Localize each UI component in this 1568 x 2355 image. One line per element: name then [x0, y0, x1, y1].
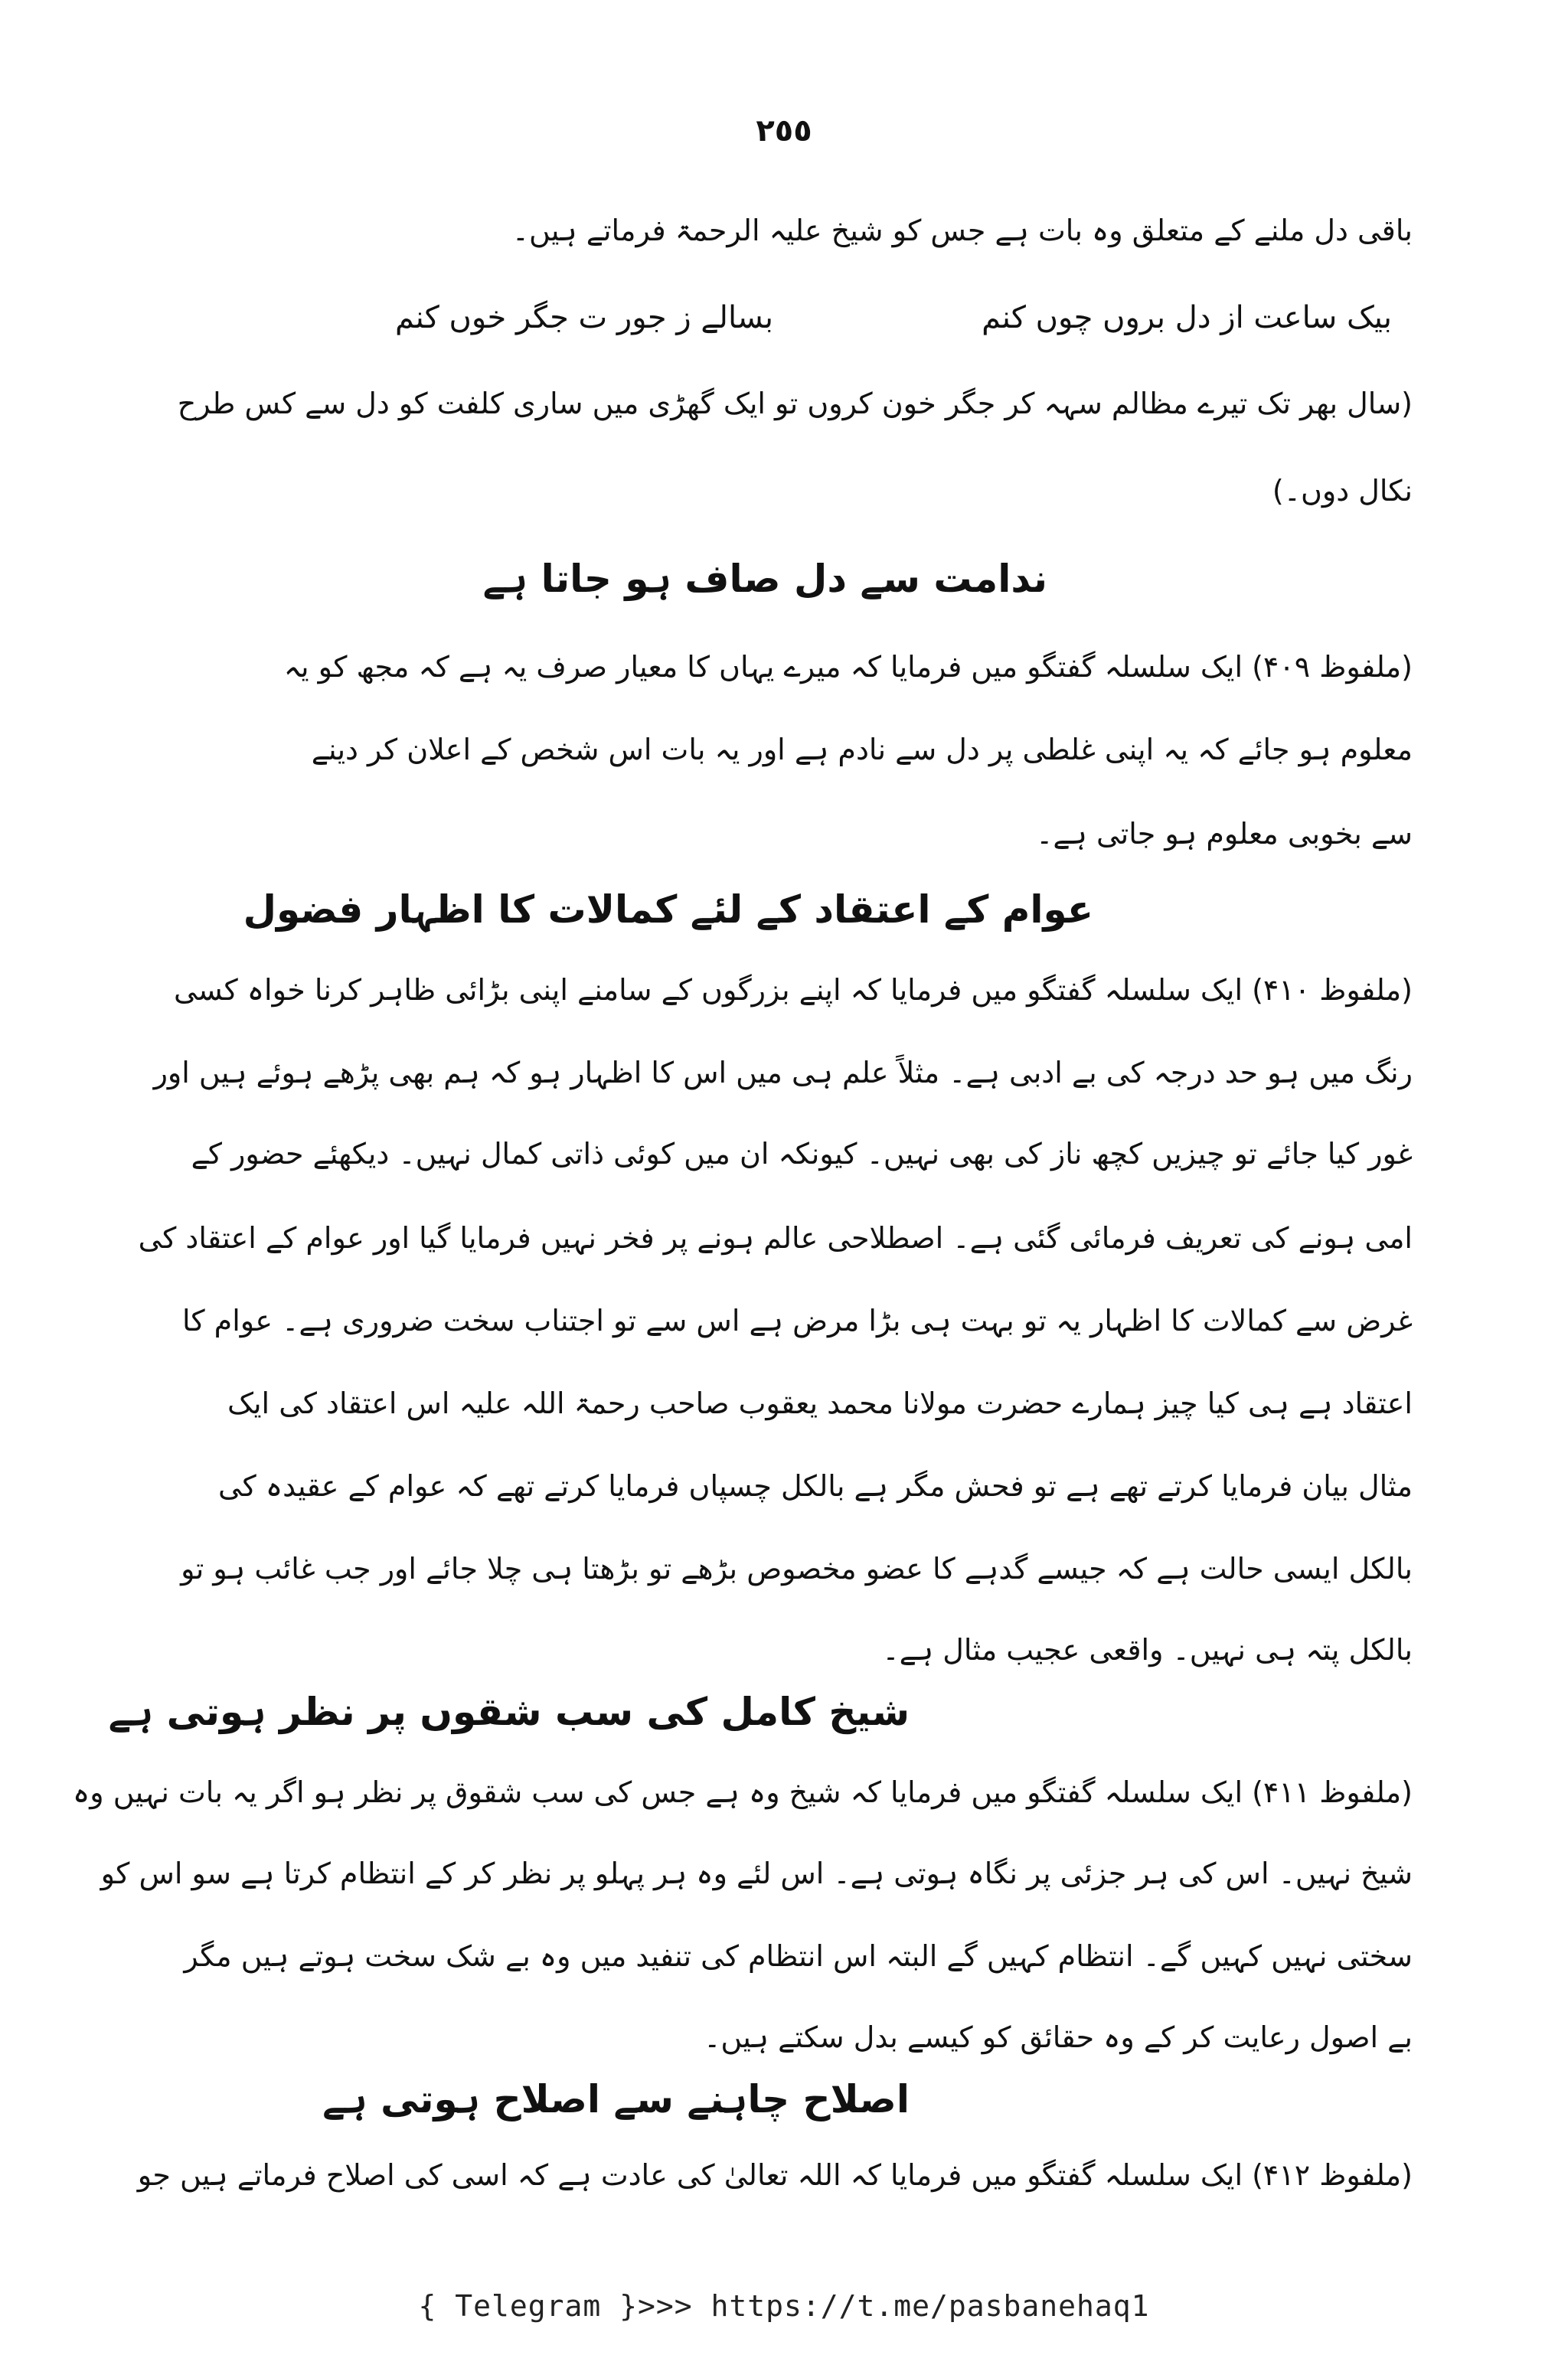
paragraph-line: بالکل ایسی حالت ہے کہ جیسے گدہے کا عضو مخصوص بڑھے تو بڑھتا ہی چلا جائے اور جب غائب ہو تو — [181, 1552, 1413, 1586]
paragraph-line: سے بخوبی معلوم ہو جاتی ہے۔ — [1036, 817, 1413, 851]
paragraph-line: (ملفوظ ۴۱۱) ایک سلسلہ گفتگو میں فرمایا کہ شیخ وہ ہے جس کی سب شقوق پر نظر ہو اگر یہ بات نہیں وہ — [73, 1775, 1413, 1809]
paragraph-line: رنگ میں ہو حد درجہ کی بے ادبی ہے۔ مثلاً علم ہی میں اس کا اظہار ہو کہ ہم بھی پڑھے ہوئے ہیں اور — [153, 1056, 1413, 1089]
paragraph-line: غرض سے کمالات کا اظہار یہ تو بہت ہی بڑا مرض ہے اس سے تو اجتناب سخت ضروری ہے۔ عوام کا — [181, 1304, 1413, 1338]
telegram-footer-link[interactable]: { Telegram }>>> https://t.me/pasbanehaq1 — [418, 2289, 1150, 2323]
paragraph-line: (ملفوظ ۴۰۹) ایک سلسلہ گفتگو میں فرمایا کہ میرے یہاں کا معیار صرف یہ ہے کہ مجھ کو یہ — [283, 650, 1413, 684]
paragraph-line: امی ہونے کی تعریف فرمائی گئی ہے۔ اصطلاحی عالم ہونے پر فخر نہیں فرمایا گیا اور عوام کے اعتقاد کی — [138, 1221, 1413, 1255]
translation-line: (سال بھر تک تیرے مظالم سہہ کر جگر خون کروں تو ایک گھڑی میں ساری کلفت کو دل سے کس طرح — [177, 387, 1413, 420]
poetry-verse-right: بیک ساعت از دل بروں چوں کنم — [982, 300, 1392, 335]
paragraph-line: بالکل پتہ ہی نہیں۔ واقعی عجیب مثال ہے۔ — [882, 1633, 1413, 1667]
translation-line: نکال دوں۔) — [1272, 474, 1413, 508]
poetry-verse-left: بسالے ز جور ت جگر خوں کنم — [395, 300, 773, 335]
paragraph-line: بے اصول رعایت کر کے وہ حقائق کو کیسے بدل سکتے ہیں۔ — [704, 2020, 1413, 2054]
section-heading: ندامت سے دل صاف ہو جاتا ہے — [482, 557, 1047, 601]
paragraph-line: اعتقاد ہے ہی کیا چیز ہمارے حضرت مولانا محمد یعقوب صاحب رحمۃ اللہ علیہ اس اعتقاد کی ایک — [227, 1387, 1413, 1420]
section-heading: اصلاح چاہنے سے اصلاح ہوتی ہے — [322, 2077, 910, 2121]
paragraph-line: شیخ نہیں۔ اس کی ہر جزئی پر نگاہ ہوتی ہے۔ اس لئے وہ ہر پہلو پر نظر کر کے انتظام کرتا ہے سو اس کو — [100, 1857, 1413, 1890]
paragraph-line: سختی نہیں کہیں گے۔ انتظام کہیں گے البتہ اس انتظام کی تنفید میں وہ بے شک سخت ہوتے ہیں مگر — [184, 1939, 1413, 1973]
paragraph-line: (ملفوظ ۴۱۲) ایک سلسلہ گفتگو میں فرمایا کہ اللہ تعالیٰ کی عادت ہے کہ اسی کی اصلاح فرماتے ہیں جو — [137, 2158, 1413, 2192]
page-number: ٢٥٥ — [756, 113, 812, 149]
section-heading: عوام کے اعتقاد کے لئے کمالات کا اظہار فضول — [243, 887, 1093, 932]
paragraph-line: غور کیا جائے تو چیزیں کچھ ناز کی بھی نہیں۔ کیونکہ ان میں کوئی ذاتی کمال نہیں۔ دیکھئے حضور کے — [191, 1137, 1413, 1171]
intro-line: باقی دل ملنے کے متعلق وہ بات ہے جس کو شیخ علیہ الرحمۃ فرماتے ہیں۔ — [511, 214, 1413, 247]
paragraph-line: مثال بیان فرمایا کرتے تھے ہے تو فحش مگر ہے بالکل چسپاں فرمایا کرتے تھے کہ عوام کے عقیدہ کی — [218, 1469, 1413, 1503]
paragraph-line: (ملفوظ ۴۱۰) ایک سلسلہ گفتگو میں فرمایا کہ اپنے بزرگوں کے سامنے اپنی بڑائی ظاہر کرنا خواہ کسی — [174, 973, 1413, 1007]
paragraph-line: معلوم ہو جائے کہ یہ اپنی غلطی پر دل سے نادم ہے اور یہ بات اس شخص کے اعلان کر دینے — [311, 733, 1413, 766]
section-heading: شیخ کامل کی سب شقوں پر نظر ہوتی ہے — [108, 1690, 910, 1734]
